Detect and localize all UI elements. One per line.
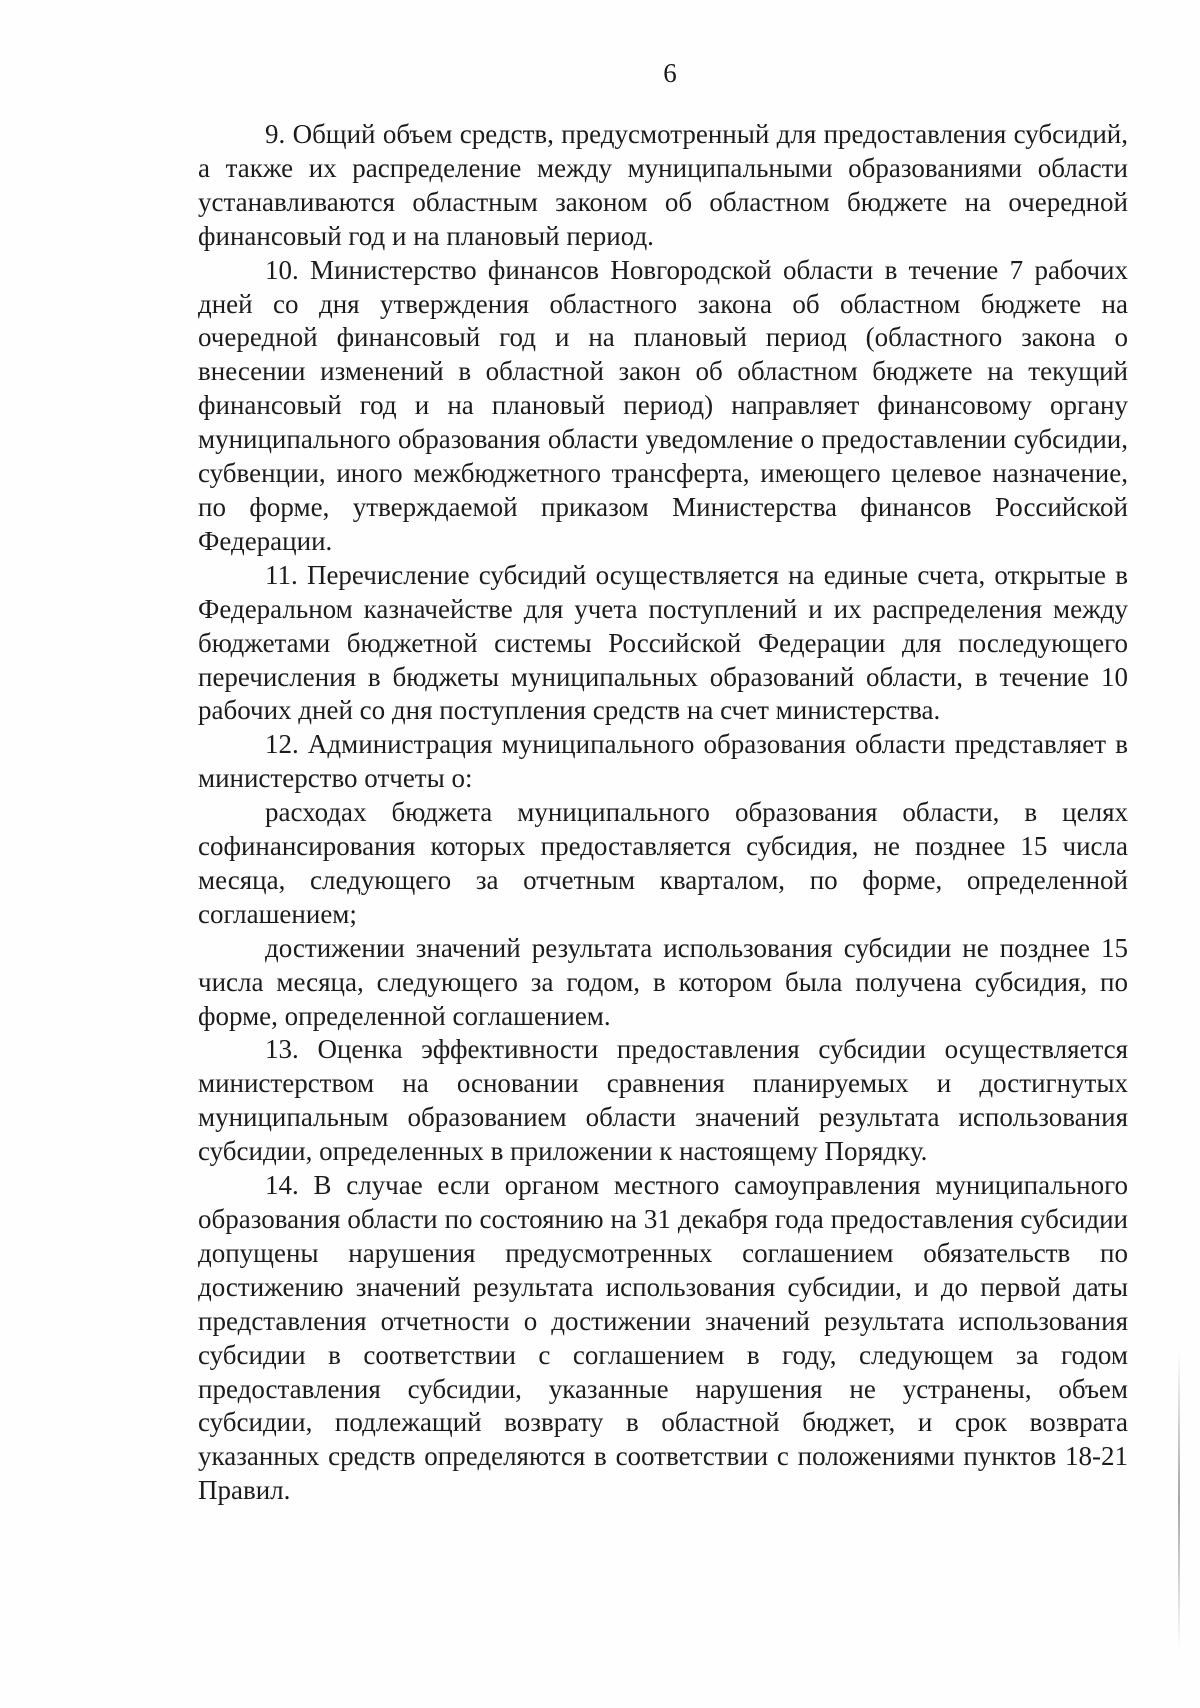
document-body <box>198 118 1128 1508</box>
scan-edge-shadow <box>1178 1350 1180 1650</box>
page-number: 6 <box>663 58 677 88</box>
paragraph-14: 14. В случае если органом местного самоуправления муниципального образования области по состоянию на 31 декабря года предоставления субсидии допущены нарушения предусмотренных соглашением обязательств по достижению значений результата использования субсидии, и до первой даты представления отчетности о достижении значений результата использования субсидии в соответствии с соглашением в году, следующем за годом предоставления субсидии, указанные нарушения не устранены, объем субсидии, подлежащий возврату в областной бюджет, и срок возврата указанных средств определяются в соответствии с положениями пунктов 18-21 Правил. <box>198 1170 1128 1506</box>
paragraph-12: 12. Администрация муниципального образования области представляет в министерство отчеты о: <box>198 729 1128 794</box>
paragraph-12-item-expenses: расходах бюджета муниципального образования области, в целях софинансирования которых предоставляется субсидия, не позднее 15 числа месяца, следующего за отчетным кварталом, по форме, определенной соглашением; <box>198 797 1128 929</box>
paragraph-11: 11. Перечисление субсидий осуществляется на единые счета, открытые в Федеральном казначействе для учета поступлений и их распределения между бюджетами бюджетной системы Российской Федерации для последующего перечисления в бюджеты муниципальных образований области, в течение 10 рабочих дней со дня поступления средств на счет министерства. <box>198 559 1128 726</box>
paragraph-10: 10. Министерство финансов Новгородской области в течение 7 рабочих дней со дня утверждения областного закона об областном бюджете на очередной финансовый год и на плановый период (областного закона о внесении изменений в областной закон об областном бюджете на текущий финансовый год и на плановый период) направляет финансовому органу муниципального образования области уведомление о предоставлении субсидии, субвенции, иного межбюджетного трансферта, имеющего целевое назначение, по форме, утверждаемой приказом Министерства финансов Российской Федерации. <box>198 254 1128 556</box>
paragraph-13: 13. Оценка эффективности предоставления субсидии осуществляется министерством на основании сравнения планируемых и достигнутых муниципальным образованием области значений результата использования субсидии, определенных в приложении к настоящему Порядку. <box>198 1034 1128 1167</box>
paragraph-9: 9. Общий объем средств, предусмотренный для предоставления субсидий, а также их распределение между муниципальными образованиями области устанавливаются областным законом об областном бюджете на очередной финансовый год и на плановый период. <box>198 119 1128 251</box>
paragraph-12-item-results: достижении значений результата использования субсидии не позднее 15 числа месяца, следующего за годом, в котором была получена субсидия, по форме, определенной соглашением. <box>198 932 1128 1031</box>
